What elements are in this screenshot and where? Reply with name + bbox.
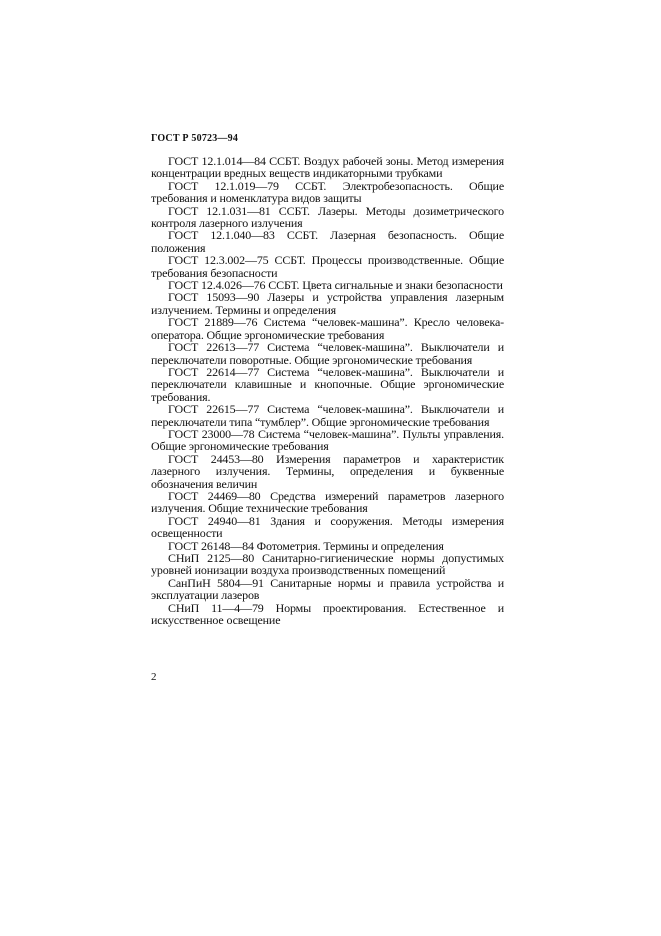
- reference-item: ГОСТ 23000—78 Система “человек-машина”. Пульты управления. Общие эргономические требования: [151, 426, 504, 454]
- document-code-header: ГОСТ Р 50723—94: [151, 133, 239, 144]
- reference-item: ГОСТ 22614—77 Система “человек-машина”. Выключатели и переключатели клавишные и кнопочные. Общие эргономические требования.: [151, 364, 504, 404]
- page-number: 2: [151, 671, 157, 683]
- reference-item: ГОСТ 12.1.040—83 ССБТ. Лазерная безопасность. Общие положения: [151, 228, 504, 255]
- reference-item: ГОСТ 24940—81 Здания и сооружения. Методы измерения освещенности: [151, 513, 504, 541]
- reference-item: ГОСТ 21889—76 Система “человек-машина”. Кресло человека-оператора. Общие эргономические требования: [151, 315, 504, 342]
- reference-item: ГОСТ 22615—77 Система “человек-машина”. Выключатели и переключатели типа “тумблер”. Общие эргономические требования: [151, 402, 504, 429]
- reference-item: ГОСТ 12.3.002—75 ССБТ. Процессы производственные. Общие требования безопасности: [151, 253, 504, 280]
- reference-item: СанПиН 5804—91 Санитарные нормы и правила устройства и эксплуатации лазеров: [151, 575, 504, 603]
- normative-references-list: [151, 155, 504, 626]
- reference-item: ГОСТ 12.4.026—76 ССБТ. Цвета сигнальные и знаки безопасности: [168, 278, 503, 293]
- reference-item: СНиП 2125—80 Санитарно-гигиенические нормы допустимых уровней ионизации воздуха производственных помещений: [151, 551, 504, 578]
- reference-item: ГОСТ 24453—80 Измерения параметров и характеристик лазерного излучения. Термины, определения и буквенные обозначения величин: [151, 451, 504, 491]
- reference-item: ГОСТ 15093—90 Лазеры и устройства управления лазерным излучением. Термины и определения: [151, 290, 504, 317]
- reference-item: ГОСТ 22613—77 Система “человек-машина”. Выключатели и переключатели поворотные. Общие эргономические требования: [151, 340, 504, 367]
- reference-item: ГОСТ 12.1.031—81 ССБТ. Лазеры. Методы дозиметрического контроля лазерного излучения: [151, 203, 504, 231]
- reference-item: ГОСТ 26148—84 Фотометрия. Термины и определения: [168, 538, 444, 553]
- reference-item: СНиП 11—4—79 Нормы проектирования. Естественное и искусственное освещение: [151, 600, 504, 628]
- reference-item: ГОСТ 12.1.014—84 ССБТ. Воздух рабочей зоны. Метод измерения концентрации вредных веществ индикаторными трубками: [151, 154, 504, 181]
- reference-item: ГОСТ 24469—80 Средства измерений параметров лазерного излучения. Общие технические требования: [151, 488, 504, 516]
- reference-item: ГОСТ 12.1.019—79 ССБТ. Электробезопасность. Общие требования и номенклатура видов защиты: [151, 178, 504, 206]
